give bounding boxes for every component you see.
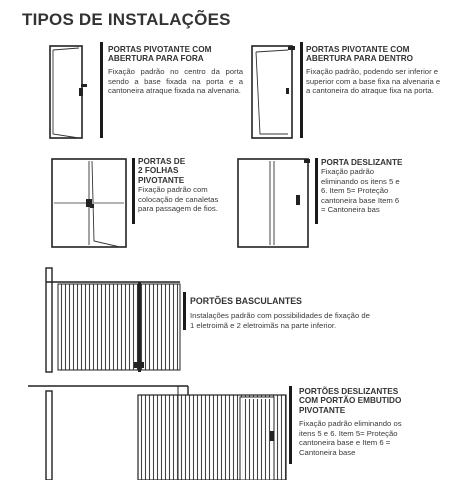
swing-door-inward-drawing <box>250 44 298 144</box>
section-divider <box>289 386 292 464</box>
section-title: PORTAS PIVOTANTE COM ABERTURA PARA FORA <box>108 45 212 64</box>
section-divider <box>300 42 303 138</box>
section-description: Fixação padrão eliminando os itens 5 e 6. Item 5= Proteção cantoneira base e Item 6 = Cantoneira base <box>299 419 402 457</box>
section-divider <box>100 42 103 138</box>
sliding-door-drawing <box>236 157 316 252</box>
section-title: PORTAS DE 2 FOLHAS PIVOTANTE <box>138 157 186 185</box>
section-description: Instalações padrão com possibilidades de fixação de 1 eletroimã e 2 eletroimãs na parte inferior. <box>190 311 370 330</box>
section-divider <box>183 292 186 330</box>
section-description: Fixação padrão com colocação de canaletas para passagem de fios. <box>138 185 219 214</box>
section-description: Fixação padrão eliminando os itens 5 e 6. Item 5= Proteção cantoneira base Item 6 = Cantoneira bas <box>321 167 400 215</box>
sliding-gate-drawing <box>28 383 290 480</box>
swing-door-outward-drawing <box>48 44 88 144</box>
section-divider <box>132 158 135 224</box>
double-leaf-door-drawing <box>50 157 130 252</box>
tilting-gate-drawing <box>44 266 184 376</box>
section-description: Fixação padrão, podendo ser inferior e superior com a base fixa na alvenaria e a cantoneira do atraque fixa na porta. <box>306 67 441 96</box>
page-title: TIPOS DE INSTALAÇÕES <box>22 10 231 29</box>
section-description: Fixação padrão no centro da porta sendo a base fixada na porta e a cantoneira atraque fixada na alvenaria. <box>108 67 243 96</box>
section-title: PORTA DESLIZANTE <box>321 158 403 167</box>
section-title: PORTAS PIVOTANTE COM ABERTURA PARA DENTRO <box>306 45 414 64</box>
section-divider <box>315 158 318 224</box>
section-title: PORTÕES DESLIZANTES COM PORTÃO EMBUTIDO PIVOTANTE <box>299 387 402 415</box>
section-title: PORTÕES BASCULANTES <box>190 296 302 306</box>
